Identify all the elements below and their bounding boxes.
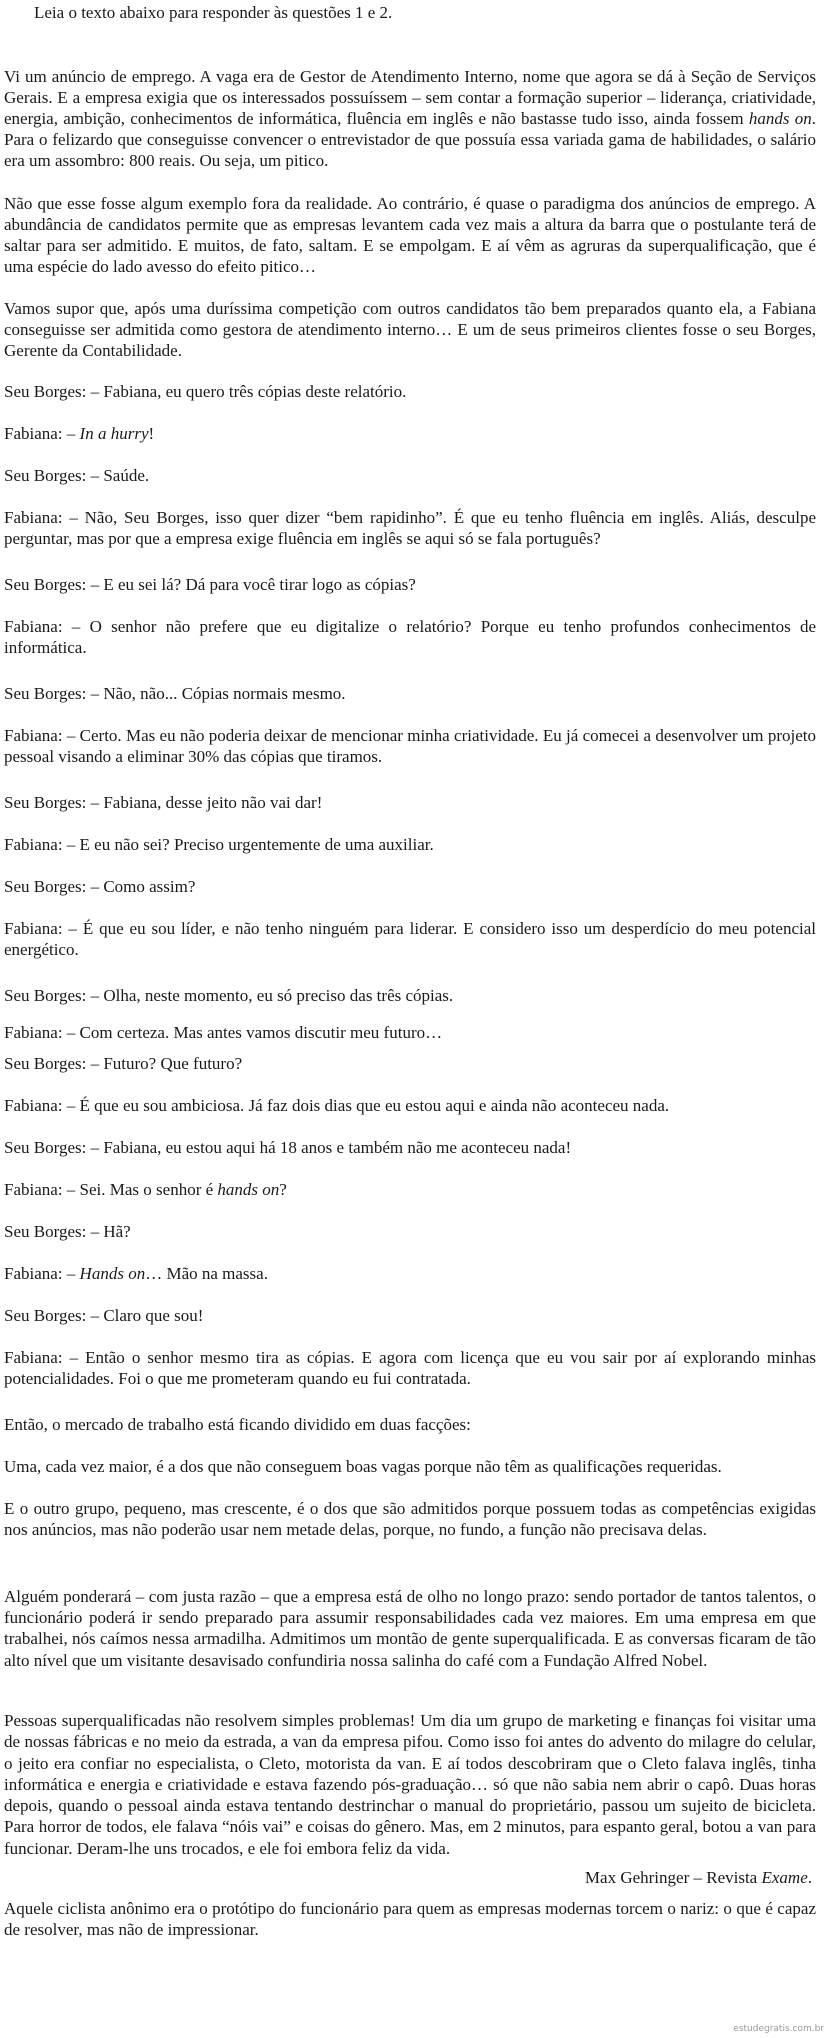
text-run: Fabiana: – bbox=[4, 424, 80, 443]
text-run: Seu Borges: – Claro que sou! bbox=[4, 1306, 204, 1325]
text-run: Fabiana: – Não, Seu Borges, isso quer dizer “bem rapidinho”. É que eu tenho fluência em inglês. Aliás, desculpe perguntar, mas por que a empresa exige fluência em inglês se aqui só se fala português? bbox=[4, 508, 816, 548]
text-run: Fabiana: – Certo. Mas eu não poderia deixar de mencionar minha criatividade. Eu já comecei a desenvolver um projeto pessoal visando a eliminar 30% das cópias que tiramos. bbox=[4, 726, 816, 766]
dialogue-line bbox=[4, 1095, 816, 1116]
italic-phrase: hands on bbox=[217, 1180, 280, 1199]
text-run: Fabiana: – bbox=[4, 1264, 80, 1283]
text-run: Pessoas superqualificadas não resolvem simples problemas! Um dia um grupo de marketing e finanças foi visitar uma de nossas fábricas e no meio da estrada, a van da empresa pifou. Como isso foi antes do advento do milagre do celular, o jeito era confiar no especialista, o Cleto, motorista da van. E aí todos descobriram que o Cleto falava inglês, tinha informática e energia e criatividade e estava fazendo pós-graduação… só que não sabia nem abrir o capô. Duas horas depois, quando o pessoal ainda estava tentando destrinchar o manual do proprietário, passou um sujeito de bicicleta. Para horror de todos, ele falava “nóis vai” e coisas do gênero. Mas, em 2 minutos, para espanto geral, botou a van para funcionar. Deram-lhe uns trocados, e ele foi embora feliz da vida. bbox=[4, 1711, 816, 1858]
text-run: Fabiana: – É que eu sou ambiciosa. Já faz dois dias que eu estou aqui e ainda não aconteceu nada. bbox=[4, 1096, 670, 1115]
text-run: Vi um anúncio de emprego. A vaga era de Gestor de Atendimento Interno, nome que agora se dá à Seção de Serviços Gerais. E a empresa exigia que os interessados possuíssem – sem contar a formação superior – liderança, criatividade, energia, ambição, conhecimentos de informática, fluência em inglês e não bastasse tudo isso, ainda fossem bbox=[4, 67, 816, 128]
author-credit-period: . bbox=[807, 1868, 812, 1887]
text-run: Seu Borges: – Hã? bbox=[4, 1222, 131, 1241]
text-run: Seu Borges: – Olha, neste momento, eu só preciso das três cópias. bbox=[4, 986, 454, 1005]
text-run: Seu Borges: – Como assim? bbox=[4, 877, 196, 896]
dialogue-line bbox=[4, 834, 816, 855]
dialogue-line bbox=[4, 876, 816, 897]
text-paragraph bbox=[4, 1898, 816, 1940]
text-paragraph bbox=[4, 66, 816, 171]
text-run: Alguém ponderará – com justa razão – que a empresa está de olho no longo prazo: sendo portador de tantos talentos, o funcionário poderá ir sendo preparado para assumir responsabilidades cada vez maiores. Em uma empresa em que trabalhei, nós caímos nessa armadilha. Admitimos um montão de gente superqualificada. E as conversas ficaram de tão alto nível que um visitante desavisado confundiria nossa salinha do café com a Fundação Alfred Nobel. bbox=[4, 1587, 816, 1670]
text-run: … Mão na massa. bbox=[145, 1264, 268, 1283]
dialogue-line bbox=[4, 1305, 816, 1326]
instruction-line: Leia o texto abaixo para responder às questões 1 e 2. bbox=[34, 3, 393, 22]
dialogue-line bbox=[4, 1347, 816, 1389]
text-run: Seu Borges: – Fabiana, eu quero três cópias deste relatório. bbox=[4, 382, 407, 401]
text-run: Uma, cada vez maior, é a dos que não conseguem boas vagas porque não têm as qualificações requeridas. bbox=[4, 1457, 722, 1476]
text-run: . Para o felizardo que conseguisse convencer o entrevistador de que possuía essa variada gama de habilidades, o salário era um assombro: 800 reais. Ou seja, um pitico. bbox=[4, 109, 816, 170]
text-paragraph bbox=[4, 1710, 816, 1859]
dialogue-line bbox=[4, 1053, 816, 1074]
dialogue-line bbox=[4, 918, 816, 960]
text-paragraph bbox=[4, 1456, 816, 1477]
dialogue-line bbox=[4, 792, 816, 813]
dialogue-line bbox=[4, 574, 816, 595]
text-run: Aquele ciclista anônimo era o protótipo do funcionário para quem as empresas modernas torcem o nariz: o que é capaz de resolver, mas não de impressionar. bbox=[4, 1899, 816, 1939]
text-run: Fabiana: – Com certeza. Mas antes vamos discutir meu futuro… bbox=[4, 1023, 443, 1042]
dialogue-line bbox=[4, 985, 816, 1006]
text-run: Fabiana: – E eu não sei? Preciso urgentemente de uma auxiliar. bbox=[4, 835, 434, 854]
text-paragraph bbox=[4, 193, 816, 277]
italic-phrase: In a hurry bbox=[79, 424, 149, 443]
dialogue-line bbox=[4, 381, 816, 402]
text-run: Então, o mercado de trabalho está ficando dividido em duas facções: bbox=[4, 1415, 471, 1434]
dialogue-line bbox=[4, 725, 816, 767]
dialogue-line bbox=[4, 683, 816, 704]
text-paragraph bbox=[4, 298, 816, 361]
author-name: Max Gehringer – Revista bbox=[584, 1868, 762, 1887]
dialogue-line bbox=[4, 616, 816, 658]
dialogue-line bbox=[4, 1137, 816, 1158]
italic-phrase: Hands on bbox=[79, 1264, 146, 1283]
dialogue-line bbox=[4, 465, 816, 486]
text-run: Fabiana: – Então o senhor mesmo tira as cópias. E agora com licença que eu vou sair por aí explorando minhas potencialidades. Foi o que me prometeram quando eu fui contratada. bbox=[4, 1348, 816, 1388]
text-paragraph bbox=[4, 1414, 816, 1435]
author-credit bbox=[585, 1867, 812, 1888]
text-run: E o outro grupo, pequeno, mas crescente, é o dos que são admitidos porque possuem todas as competências exigidas nos anúncios, mas não poderão usar nem metade delas, porque, no fundo, a função não precisava delas. bbox=[4, 1499, 816, 1539]
text-run: Vamos supor que, após uma duríssima competição com outros candidatos tão bem preparados quanto ela, a Fabiana conseguisse ser admitida como gestora de atendimento interno… E um de seus primeiros clientes fosse o seu Borges, Gerente da Contabilidade. bbox=[4, 299, 816, 360]
text-run: Seu Borges: – Fabiana, eu estou aqui há 18 anos e também não me aconteceu nada! bbox=[4, 1138, 572, 1157]
text-paragraph bbox=[4, 1586, 816, 1671]
text-run: Seu Borges: – E eu sei lá? Dá para você tirar logo as cópias? bbox=[4, 575, 416, 594]
text-paragraph bbox=[4, 1498, 816, 1540]
text-run: Seu Borges: – Fabiana, desse jeito não vai dar! bbox=[4, 793, 323, 812]
dialogue-line bbox=[4, 1263, 816, 1284]
site-watermark: estudegratis.com.br bbox=[733, 2024, 824, 2034]
dialogue-line bbox=[4, 1179, 816, 1200]
text-run: ! bbox=[148, 424, 155, 443]
text-run: Seu Borges: – Não, não... Cópias normais mesmo. bbox=[4, 684, 346, 703]
dialogue-line bbox=[4, 1221, 816, 1242]
italic-phrase: hands on bbox=[748, 109, 812, 128]
text-run: Fabiana: – O senhor não prefere que eu digitalize o relatório? Porque eu tenho profundos conhecimentos de informática. bbox=[4, 617, 816, 657]
text-run: Fabiana: – Sei. Mas o senhor é bbox=[4, 1180, 218, 1199]
text-run: Não que esse fosse algum exemplo fora da realidade. Ao contrário, é quase o paradigma dos anúncios de emprego. A abundância de candidatos permite que as empresas levantem cada vez mais a altura da barra que o postulante terá de saltar para ser admitido. E muitos, de fato, saltam. E se empolgam. E aí vêm as agruras da superqualificação, que é uma espécie do lado avesso do efeito pitico… bbox=[4, 194, 816, 276]
text-run: Seu Borges: – Saúde. bbox=[4, 466, 150, 485]
text-run: Fabiana: – É que eu sou líder, e não tenho ninguém para liderar. E considero isso um desperdício do meu potencial energético. bbox=[4, 919, 816, 959]
text-run: ? bbox=[279, 1180, 287, 1199]
text-run: Seu Borges: – Futuro? Que futuro? bbox=[4, 1054, 243, 1073]
dialogue-line bbox=[4, 423, 816, 444]
dialogue-line bbox=[4, 1022, 816, 1043]
source-title: Exame bbox=[761, 1868, 808, 1887]
dialogue-line bbox=[4, 507, 816, 549]
